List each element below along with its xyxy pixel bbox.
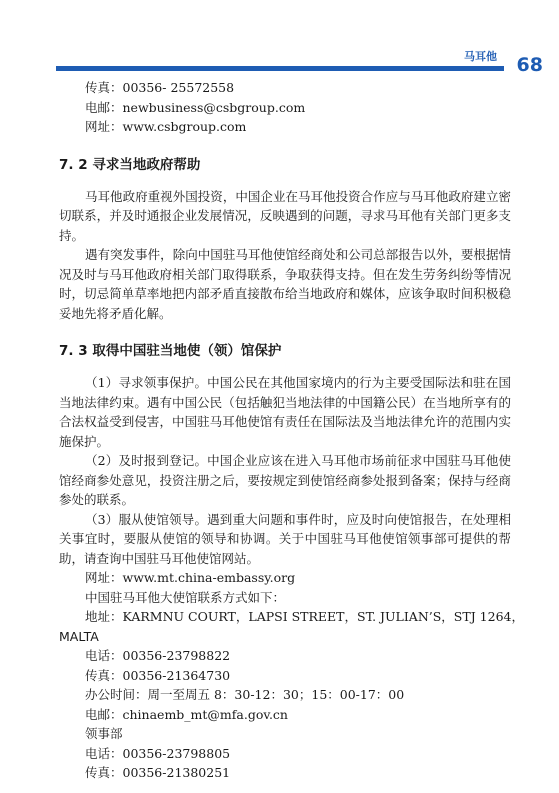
running-header-title: 马耳他 [464,50,497,63]
contact-email: 电邮：newbusiness@csbgroup.com [85,99,306,115]
section-7-3-paragraph: （1）寻求领事保护。中国公民在其他国家境内的行为主要受国际法和驻在国当地法律约束。遇有中国公民（包括触犯当地法律的中国籍公民）在当地所享有的合法权益受到侵害，中国驻马耳他使馆有责任在国际法及当地法律允许的范围内实施保护。 [59,375,511,449]
embassy-intro: 中国驻马耳他大使馆联系方式如下： [85,589,286,605]
section-7-3-paragraph: （2）及时报到登记。中国企业应该在进入马耳他市场前征求中国驻马耳他使馆经商参处意见，投资注册之后，要按规定到使馆经商参处报到备案；保持与经商参处的联系。 [59,453,511,507]
page-number: 68 [516,54,543,76]
consular-fax: 传真：00356-21380251 [85,765,231,780]
contact-website: 网址：www.csbgroup.com [85,119,247,134]
embassy-address: 地址：KARMNU COURT，LAPSI STREET，ST. JULIAN’S，STJ 1264， [85,609,524,624]
section-7-2-paragraph: 遇有突发事件，除向中国驻马耳他使馆经商处和公司总部报告以外，要根据情况及时与马耳他政府相关部门取得联系，争取获得支持。但在发生劳务纠纷等情况时，切忌简单草率地把内部矛盾直接散布给当地政府和媒体，应该争取时间积极稳妥地先将矛盾化解。 [59,247,511,321]
embassy-address-country: MALTA [59,628,99,644]
consular-section-title: 领事部 [85,726,123,741]
page-body [59,78,524,783]
section-7-2-paragraph: 马耳他政府重视外国投资，中国企业在马耳他投资合作应与马耳他政府建立密切联系，并及时通报企业发展情况，反映遇到的问题，寻求马耳他有关部门更多支持。 [59,188,511,243]
embassy-office-hours: 办公时间：周一至周五 8：30-12：30；15：00-17：00 [85,687,405,702]
consular-phone: 电话：00356-23798805 [85,745,231,761]
section-7-3-paragraph: （3）服从使馆领导。遇到重大问题和事件时，应及时向使馆报告，在处理相关事宜时，要服从使馆的领导和协调。关于中国驻马耳他使馆领事部可提供的帮助，请查询中国驻马耳他使馆网站。 [59,511,511,566]
header-rule [56,66,504,71]
section-heading-7-2: 7. 2 寻求当地政府帮助 [59,156,201,173]
embassy-email: 电邮：chinaemb_mt@mfa.gov.cn [85,706,288,722]
embassy-phone: 电话：00356-23798822 [85,648,231,663]
section-heading-7-3: 7. 3 取得中国驻当地使（领）馆保护 [59,343,282,359]
embassy-fax: 传真：00356-21364730 [85,667,231,683]
embassy-website: 网址：www.mt.china-embassy.org [85,570,296,585]
contact-fax: 传真：00356- 25572558 [85,80,235,95]
